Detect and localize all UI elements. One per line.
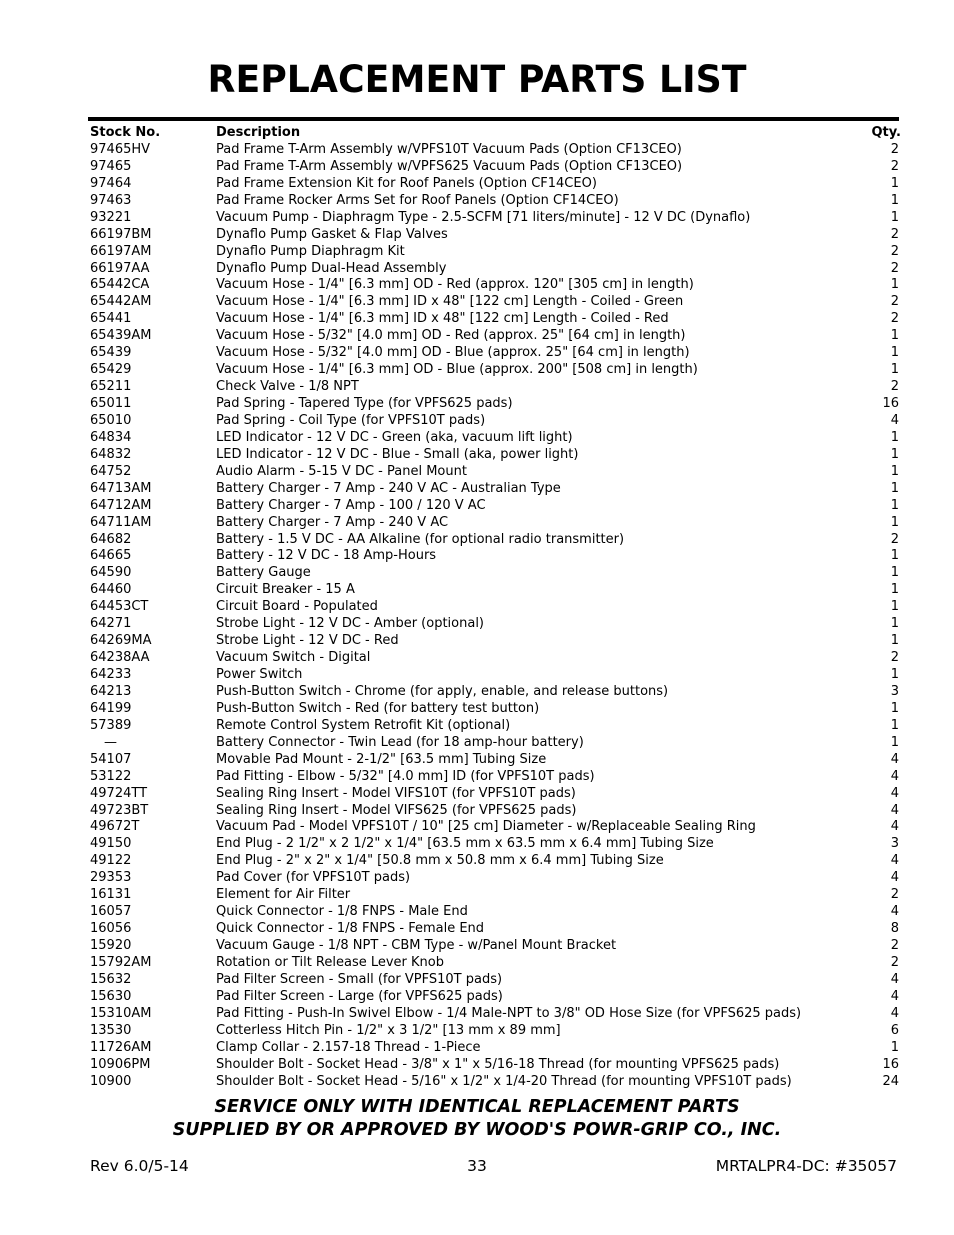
stock-no-cell: 15632 [90,971,132,987]
description-cell: Remote Control System Retrofit Kit (optional) [216,717,511,733]
description-cell: Vacuum Pump - Diaphragm Type - 2.5-SCFM [71 liters/minute] - 12 V DC (Dynaflo) [216,209,751,225]
table-row [90,261,901,278]
description-cell: Push-Button Switch - Chrome (for apply, enable, and release buttons) [216,683,669,699]
table-row [90,904,901,921]
stock-no-cell: 97465HV [90,141,151,157]
stock-no-cell: 15630 [90,988,132,1004]
table-row [90,396,901,413]
stock-no-cell: 66197AM [90,243,152,259]
table-row [90,379,901,396]
stock-no-cell: 64233 [90,667,132,682]
stock-no-cell: 64590 [90,565,132,581]
description-cell: Element for Air Filter [216,887,351,903]
stock-no-cell: 16057 [90,904,132,920]
stock-no-cell: 64453CT [90,599,149,615]
table-row [90,210,901,227]
description-cell: Pad Frame Rocker Arms Set for Roof Panels (Option CF14CEO) [216,192,619,208]
qty-cell: 1 [890,700,899,716]
table-row [90,142,901,159]
table-row [90,311,901,328]
description-cell: Clamp Collar - 2.157-18 Thread - 1-Piece [216,1039,481,1055]
stock-no-cell: 49723BT [90,802,149,818]
description-cell: Circuit Breaker - 15 A [216,582,355,598]
description-cell: Shoulder Bolt - Socket Head - 3/8" x 1" x 5/16-18 Thread (for mounting VPFS625 pads) [216,1056,780,1072]
stock-no-cell: 15792AM [90,954,152,970]
qty-cell: 2 [890,226,899,242]
description-cell: Sealing Ring Insert - Model VIFS625 (for VPFS625 pads) [216,802,577,818]
qty-cell: 1 [890,175,899,191]
stock-no-cell: 66197BM [90,226,152,242]
table-row [90,1057,901,1074]
description-cell: Battery Charger - 7 Amp - 240 V AC - Australian Type [216,480,561,496]
table-row [90,1023,901,1040]
stock-no-cell: 64712AM [90,497,152,513]
table-row [90,616,901,633]
table-row [90,582,901,599]
table-row [90,972,901,989]
description-cell: End Plug - 2 1/2" x 2 1/2" x 1/4" [63.5 mm x 63.5 mm x 6.4 mm] Tubing Size [216,836,714,852]
stock-no-cell: 65439 [90,345,132,361]
description-cell: Pad Fitting - Push-In Swivel Elbow - 1/4 Male-NPT to 3/8" OD Hose Size (for VPFS625 pads) [216,1005,802,1021]
description-cell: Dynaflo Pump Gasket & Flap Valves [216,226,448,242]
qty-cell: 24 [882,1073,899,1089]
table-row [90,819,901,836]
table-row [90,735,901,752]
table-row [90,921,901,938]
qty-cell: 4 [890,870,899,886]
qty-cell: 2 [890,260,899,276]
table-row [90,176,901,193]
stock-no-cell: 97464 [90,175,132,191]
table-row [90,633,901,650]
table-row [90,938,901,955]
stock-no-cell: — [104,734,117,750]
description-cell: Shoulder Bolt - Socket Head - 5/16" x 1/2" x 1/4-20 Thread (for mounting VPFS10T pads) [216,1073,792,1089]
stock-no-cell: 53122 [90,768,132,784]
stock-no-cell: 57389 [90,717,132,733]
qty-cell: 1 [890,667,899,682]
description-cell: Pad Filter Screen - Small (for VPFS10T pads) [216,971,503,987]
description-cell: Vacuum Hose - 1/4" [6.3 mm] ID x 48" [122 cm] Length - Coiled - Green [216,294,684,310]
stock-no-cell: 97465 [90,158,132,174]
description-cell: Vacuum Pad - Model VPFS10T / 10" [25 cm] Diameter - w/Replaceable Sealing Ring [216,819,756,835]
table-row [90,667,901,684]
footer-document-id: MRTALPR4-DC: #35057 [715,1157,897,1175]
qty-cell: 1 [890,734,899,750]
table-row [90,701,901,718]
description-cell: LED Indicator - 12 V DC - Blue - Small (aka, power light) [216,446,579,462]
table-row [90,1006,901,1023]
stock-no-cell: 64271 [90,616,132,632]
qty-cell: 1 [890,497,899,513]
qty-cell: 1 [890,362,899,378]
table-row [90,989,901,1006]
stock-no-cell: 64199 [90,700,132,716]
qty-cell: 2 [890,158,899,174]
table-row [90,294,901,311]
description-cell: Dynaflo Pump Diaphragm Kit [216,243,405,259]
page-title: REPLACEMENT PARTS LIST [207,58,747,101]
description-cell: Pad Frame T-Arm Assembly w/VPFS10T Vacuum Pads (Option CF13CEO) [216,141,682,157]
stock-no-cell: 15310AM [90,1005,152,1021]
description-cell: Circuit Board - Populated [216,599,378,615]
qty-cell: 8 [890,921,899,937]
description-cell: Vacuum Hose - 5/32" [4.0 mm] OD - Red (approx. 25" [64 cm] in length) [216,328,686,344]
parts-table [90,125,901,1090]
stock-no-cell: 16056 [90,921,132,937]
table-row [90,498,901,515]
description-cell: Movable Pad Mount - 2-1/2" [63.5 mm] Tubing Size [216,751,547,767]
stock-no-cell: 11726AM [90,1039,152,1055]
description-cell: Vacuum Hose - 5/32" [4.0 mm] OD - Blue (approx. 25" [64 cm] in length) [216,345,690,361]
qty-cell: 3 [890,683,899,699]
qty-cell: 1 [890,209,899,225]
description-cell: Vacuum Hose - 1/4" [6.3 mm] ID x 48" [122 cm] Length - Coiled - Red [216,311,669,327]
description-cell: Battery Gauge [216,565,311,581]
stock-no-cell: 65011 [90,396,132,411]
qty-cell: 4 [890,1005,899,1021]
table-row [90,532,901,549]
stock-no-cell: 29353 [90,870,132,886]
table-row [90,464,901,481]
qty-cell: 4 [890,819,899,835]
stock-no-cell: 97463 [90,192,132,208]
footer-page-number: 33 [467,1157,487,1175]
qty-cell: 3 [890,836,899,852]
table-row [90,599,901,616]
stock-no-cell: 65211 [90,379,132,395]
table-row [90,752,901,769]
qty-cell: 1 [890,717,899,733]
qty-cell: 4 [890,971,899,987]
stock-no-cell: 10900 [90,1073,132,1089]
qty-cell: 4 [890,904,899,920]
qty-cell: 1 [890,616,899,632]
qty-cell: 1 [890,328,899,344]
description-cell: Audio Alarm - 5-15 V DC - Panel Mount [216,463,467,479]
qty-cell: 4 [890,785,899,801]
stock-no-cell: 66197AA [90,260,150,276]
qty-cell: 4 [890,768,899,784]
qty-cell: 2 [890,531,899,547]
table-row [90,515,901,532]
qty-cell: 4 [890,751,899,767]
qty-cell: 4 [890,412,899,428]
qty-cell: 1 [890,463,899,479]
table-row [90,345,901,362]
table-row [90,227,901,244]
stock-no-cell: 64269MA [90,633,152,649]
header-description: Description [216,125,301,140]
stock-no-cell: 65441 [90,311,132,327]
service-notice-line1: SERVICE ONLY WITH IDENTICAL REPLACEMENT PARTS [214,1097,740,1117]
stock-no-cell: 65010 [90,412,132,428]
table-row [90,769,901,786]
qty-cell: 1 [890,480,899,496]
qty-cell: 1 [890,446,899,462]
qty-cell: 2 [890,887,899,903]
qty-cell: 6 [890,1022,899,1038]
description-cell: Battery - 1.5 V DC - AA Alkaline (for optional radio transmitter) [216,531,625,547]
table-row [90,362,901,379]
qty-cell: 1 [890,192,899,208]
stock-no-cell: 93221 [90,209,132,225]
stock-no-cell: 64682 [90,531,132,547]
table-row [90,718,901,735]
stock-no-cell: 64834 [90,429,132,445]
qty-cell: 4 [890,802,899,818]
stock-no-cell: 64711AM [90,514,152,530]
table-row [90,887,901,904]
stock-no-cell: 64665 [90,548,132,564]
header-stock-no: Stock No. [90,125,161,140]
stock-no-cell: 64213 [90,683,132,699]
table-row [90,803,901,820]
table-row [90,193,901,210]
table-row [90,159,901,176]
table-row [90,447,901,464]
qty-cell: 1 [890,633,899,649]
description-cell: LED Indicator - 12 V DC - Green (aka, vacuum lift light) [216,429,573,445]
stock-no-cell: 65442AM [90,294,152,310]
stock-no-cell: 49672T [90,819,140,835]
description-cell: Battery - 12 V DC - 18 Amp-Hours [216,548,437,564]
table-row [90,548,901,565]
table-row [90,277,901,294]
table-row [90,1074,901,1091]
qty-cell: 4 [890,988,899,1004]
stock-no-cell: 65442CA [90,277,150,293]
qty-cell: 2 [890,954,899,970]
qty-cell: 2 [890,311,899,327]
description-cell: Pad Spring - Coil Type (for VPFS10T pads) [216,412,486,428]
description-cell: Pad Frame T-Arm Assembly w/VPFS625 Vacuum Pads (Option CF13CEO) [216,158,683,174]
table-row [90,481,901,498]
description-cell: Pad Fitting - Elbow - 5/32" [4.0 mm] ID (for VPFS10T pads) [216,768,595,784]
stock-no-cell: 13530 [90,1022,132,1038]
stock-no-cell: 65429 [90,362,132,378]
stock-no-cell: 49724TT [90,785,148,801]
description-cell: Dynaflo Pump Dual-Head Assembly [216,260,447,276]
qty-cell: 2 [890,379,899,395]
description-cell: Battery Connector - Twin Lead (for 18 amp-hour battery) [216,734,584,750]
table-row [90,328,901,345]
stock-no-cell: 15920 [90,938,132,953]
description-cell: Rotation or Tilt Release Lever Knob [216,954,445,970]
stock-no-cell: 64832 [90,446,132,462]
qty-cell: 2 [890,294,899,310]
table-body [90,142,901,1091]
title-rule [88,117,899,121]
stock-no-cell: 49150 [90,836,132,852]
qty-cell: 16 [882,1056,899,1072]
description-cell: Power Switch [216,667,303,682]
description-cell: End Plug - 2" x 2" x 1/4" [50.8 mm x 50.8 mm x 6.4 mm] Tubing Size [216,853,664,869]
description-cell: Sealing Ring Insert - Model VIFS10T (for VPFS10T pads) [216,785,576,801]
table-row [90,244,901,261]
description-cell: Check Valve - 1/8 NPT [216,379,359,395]
description-cell: Quick Connector - 1/8 FNPS - Male End [216,904,468,920]
table-row [90,955,901,972]
qty-cell: 1 [890,565,899,581]
description-cell: Vacuum Gauge - 1/8 NPT - CBM Type - w/Panel Mount Bracket [216,938,617,953]
table-row [90,565,901,582]
qty-cell: 2 [890,141,899,157]
table-header-row [90,125,901,142]
stock-no-cell: 49122 [90,853,132,869]
description-cell: Strobe Light - 12 V DC - Red [216,633,399,649]
stock-no-cell: 16131 [90,887,132,903]
description-cell: Pad Frame Extension Kit for Roof Panels (Option CF14CEO) [216,175,597,191]
description-cell: Vacuum Switch - Digital [216,650,371,666]
description-cell: Cotterless Hitch Pin - 1/2" x 3 1/2" [13 mm x 89 mm] [216,1022,561,1038]
qty-cell: 4 [890,853,899,869]
description-cell: Battery Charger - 7 Amp - 240 V AC [216,514,449,530]
description-cell: Pad Filter Screen - Large (for VPFS625 pads) [216,988,503,1004]
footer-revision: Rev 6.0/5-14 [90,1157,189,1175]
description-cell: Vacuum Hose - 1/4" [6.3 mm] OD - Blue (approx. 200" [508 cm] in length) [216,362,698,378]
description-cell: Vacuum Hose - 1/4" [6.3 mm] OD - Red (approx. 120" [305 cm] in length) [216,277,694,293]
description-cell: Pad Cover (for VPFS10T pads) [216,870,411,886]
service-notice-line2: SUPPLIED BY OR APPROVED BY WOOD'S POWR-GRIP CO., INC. [172,1120,782,1140]
description-cell: Push-Button Switch - Red (for battery test button) [216,700,540,716]
qty-cell: 2 [890,243,899,259]
stock-no-cell: 64752 [90,463,132,479]
table-row [90,786,901,803]
qty-cell: 2 [890,938,899,953]
qty-cell: 1 [890,277,899,293]
table-row [90,1040,901,1057]
qty-cell: 1 [890,429,899,445]
table-row [90,853,901,870]
table-row [90,836,901,853]
stock-no-cell: 64713AM [90,480,152,496]
qty-cell: 1 [890,514,899,530]
stock-no-cell: 65439AM [90,328,152,344]
description-cell: Pad Spring - Tapered Type (for VPFS625 pads) [216,396,513,411]
stock-no-cell: 64238AA [90,650,150,666]
qty-cell: 1 [890,599,899,615]
qty-cell: 1 [890,345,899,361]
table-row [90,413,901,430]
table-row [90,684,901,701]
table-row [90,870,901,887]
stock-no-cell: 54107 [90,751,132,767]
qty-cell: 16 [882,396,899,411]
header-qty: Qty. [871,125,901,140]
description-cell: Strobe Light - 12 V DC - Amber (optional) [216,616,484,632]
description-cell: Quick Connector - 1/8 FNPS - Female End [216,921,485,937]
table-row [90,430,901,447]
qty-cell: 1 [890,1039,899,1055]
table-row [90,650,901,667]
qty-cell: 1 [890,548,899,564]
qty-cell: 2 [890,650,899,666]
stock-no-cell: 64460 [90,582,132,598]
qty-cell: 1 [890,582,899,598]
stock-no-cell: 10906PM [90,1056,151,1072]
description-cell: Battery Charger - 7 Amp - 100 / 120 V AC [216,497,486,513]
